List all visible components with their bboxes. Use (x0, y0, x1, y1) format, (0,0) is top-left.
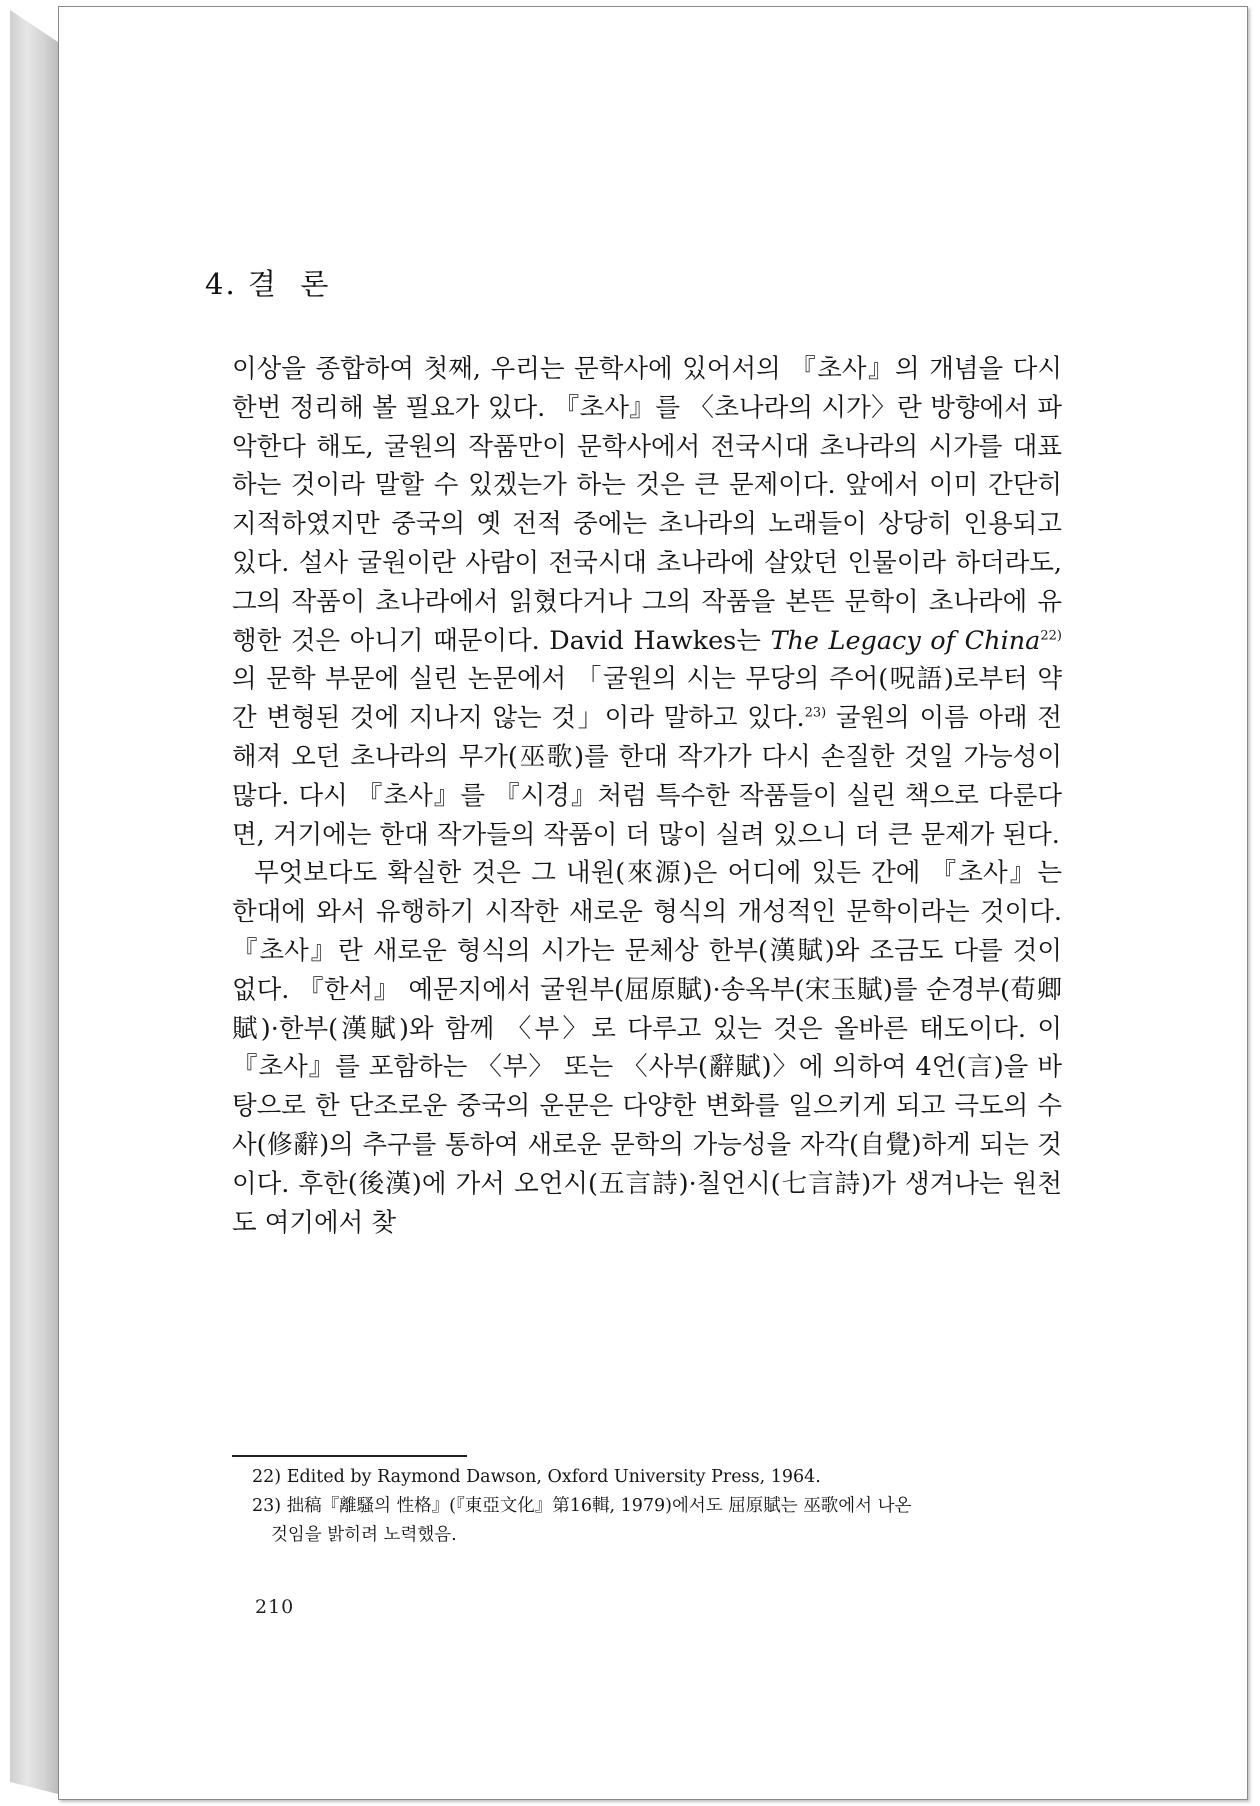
page-number: 210 (255, 1596, 295, 1618)
body-text (232, 350, 1062, 1242)
footnote-text: 拙稿『離騷의 性格』(『東亞文化』第16輯, 1979)에서도 屈原賦는 巫歌에서 나온 (286, 1496, 912, 1516)
footnotes (252, 1463, 1062, 1550)
paragraph-1-part-2: 의 문학 부문에 실린 논문에서 「굴원의 시는 무당의 주어(呪語)로부터 약간 변형된 것에 지나지 않는 것」이라 말하고 있다. (232, 664, 1062, 734)
paragraph-1-part-1: 이상을 종합하여 첫째, 우리는 문학사에 있어서의 『초사』의 개념을 다시 한번 정리해 볼 필요가 있다. 『초사』를 〈초나라의 시가〉란 방향에서 파악한다 해도, 굴원의 작품만이 문학사에서 전국시대 초나라의 시가를 대표하는 것이라 말할 수 있겠는가 하는 것은 큰 문제이다. 앞에서 이미 간단히 지적하였지만 중국의 옛 전적 중에는 초나라의 노래들이 상당히 인용되고 있다. 설사 굴원이란 사람이 전국시대 초나라에 살았던 인물이라 하더라도, 그의 작품이 초나라에서 읽혔다거나 그의 작품을 본뜬 문학이 초나라에 유행한 것은 아니기 때문이다. David Hawkes는 (232, 354, 1062, 656)
footnote-23 (252, 1492, 1062, 1550)
footnote-22 (252, 1463, 1062, 1492)
footnote-separator (232, 1455, 467, 1457)
footnote-text: Edited by Raymond Dawson, Oxford University Press, 1964. (286, 1467, 821, 1487)
footnote-ref-22: 22) (1040, 628, 1062, 644)
section-heading (205, 262, 330, 303)
paragraph-1 (232, 350, 1062, 854)
book-page-stack-edge (10, 10, 58, 1794)
footnote-ref-23: 23) (804, 705, 827, 721)
paragraph-1-part-3: 굴원의 이름 아래 전해져 오던 초나라의 무가(巫歌)를 한대 작가가 다시 손질한 것일 가능성이 많다. 다시 『초사』를 『시경』처럼 특수한 작품들이 실린 책으로 다룬다면, 거기에는 한대 작가들의 작품이 더 많이 실려 있으니 더 큰 문제가 된다. (232, 703, 1062, 850)
section-number: 4. (205, 267, 237, 301)
footnote-number: 22) (252, 1467, 282, 1487)
book-title: The Legacy of China (770, 625, 1041, 656)
section-title: 결 론 (247, 267, 331, 301)
paragraph-2-text: 무엇보다도 확실한 것은 그 내원(來源)은 어디에 있든 간에 『초사』는 한대에 와서 유행하기 시작한 새로운 형식의 개성적인 문학이라는 것이다. 『초사』란 새로운 형식의 시가는 문체상 한부(漢賦)와 조금도 다를 것이 없다. 『한서』 예문지에서 굴원부(屈原賦)·송옥부(宋玉賦)를 순경부(荀卿賦)·한부(漢賦)와 함께 〈부〉로 다루고 있는 것은 올바른 태도이다. 이 『초사』를 포함하는 〈부〉 또는 〈사부(辭賦)〉에 의하여 4언(言)을 바탕으로 한 단조로운 중국의 운문은 다양한 변화를 일으키게 되고 극도의 수사(修辭)의 추구를 통하여 새로운 문학의 가능성을 자각(自覺)하게 되는 것이다. 후한(後漢)에 가서 오언시(五言詩)·칠언시(七言詩)가 생겨나는 원천도 여기에서 찾 (232, 858, 1062, 1238)
paragraph-2 (232, 854, 1062, 1242)
footnote-text-continuation: 것임을 밝히려 노력했음. (271, 1525, 457, 1545)
footnote-number: 23) (252, 1496, 282, 1516)
